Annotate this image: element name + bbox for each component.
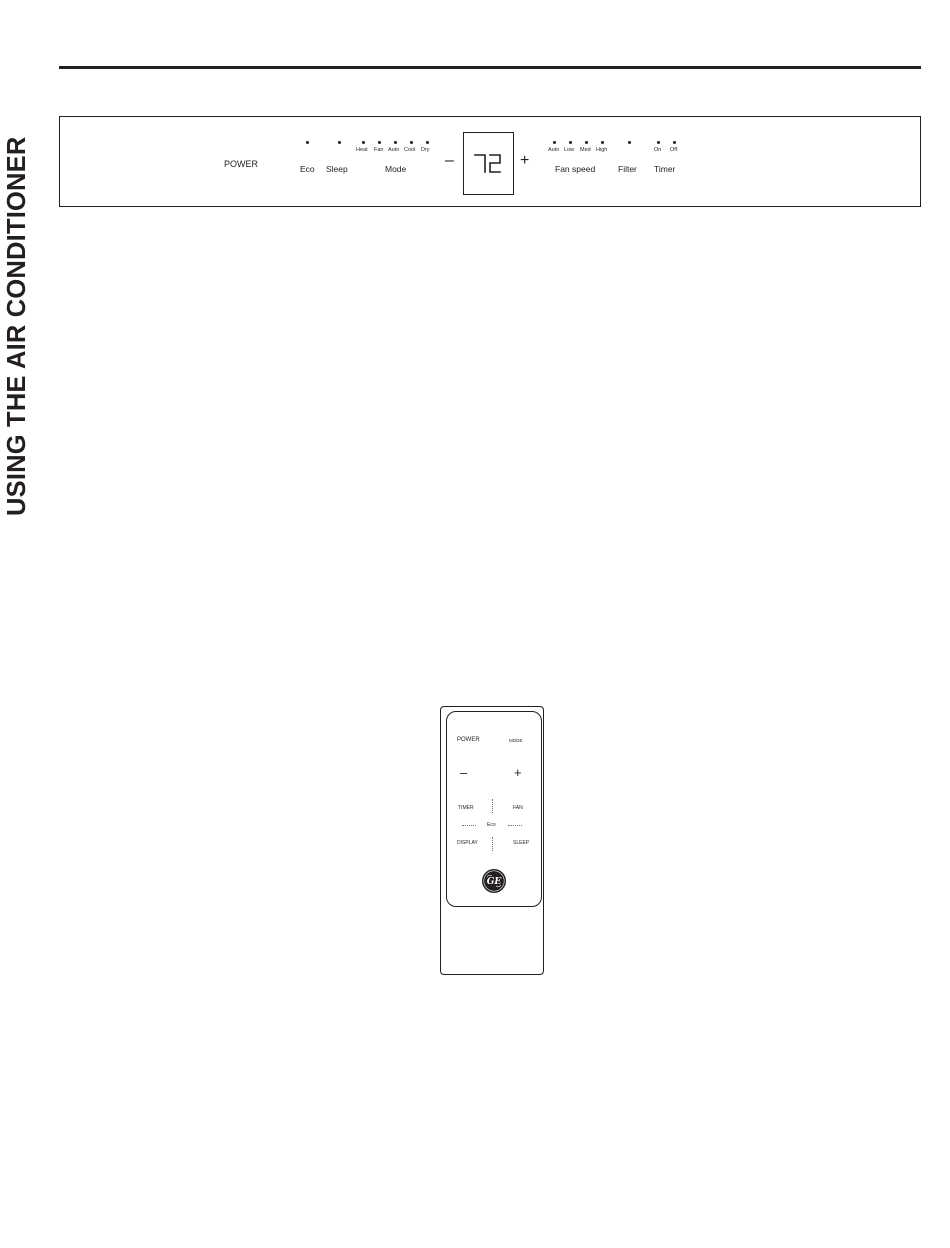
panel-filter-button[interactable]: Filter xyxy=(618,164,637,174)
fan-med-indicator xyxy=(585,141,588,144)
control-panel xyxy=(59,116,921,207)
filter-indicator xyxy=(628,141,631,144)
remote-eco-dash-left xyxy=(462,825,476,826)
remote-plus-button[interactable]: + xyxy=(514,765,522,780)
panel-fan-speed-button[interactable]: Fan speed xyxy=(555,164,596,174)
mode-heat-indicator xyxy=(362,141,365,144)
remote-minus-button[interactable]: – xyxy=(460,765,468,780)
remote-mode-button[interactable]: MODE xyxy=(509,738,523,743)
fan-high-indicator xyxy=(601,141,604,144)
mode-dry-indicator xyxy=(426,141,429,144)
remote-control xyxy=(440,706,544,975)
ge-logo-icon xyxy=(481,868,507,894)
fan-auto-indicator xyxy=(553,141,556,144)
remote-timer-button[interactable]: TIMER xyxy=(458,805,474,811)
remote-eco-button[interactable]: Eco xyxy=(487,822,496,828)
temperature-digits xyxy=(464,133,513,194)
header-rule xyxy=(59,66,921,69)
ge-logo-text: GE xyxy=(486,877,502,887)
fan-option-med: Med xyxy=(580,147,591,153)
panel-plus-button[interactable]: + xyxy=(520,152,530,169)
mode-fan-indicator xyxy=(378,141,381,144)
timer-option-on: On xyxy=(654,147,662,153)
sleep-indicator xyxy=(338,141,341,144)
panel-sleep-button[interactable]: Sleep xyxy=(326,164,348,174)
fan-option-low: Low xyxy=(564,147,575,153)
fan-option-auto: Auto xyxy=(548,147,560,153)
mode-option-cool: Cool xyxy=(404,147,416,153)
remote-display-button[interactable]: DISPLAY xyxy=(457,840,478,846)
mode-cool-indicator xyxy=(410,141,413,144)
remote-divider-bottom xyxy=(492,837,493,851)
side-section-title: USING THE AIR CONDITIONER xyxy=(3,136,31,516)
remote-sleep-button[interactable]: SLEEP xyxy=(513,840,530,846)
mode-auto-indicator xyxy=(394,141,397,144)
remote-fan-button[interactable]: FAN xyxy=(513,805,523,811)
panel-power-button[interactable]: POWER xyxy=(224,159,259,169)
mode-option-dry: Dry xyxy=(421,147,430,153)
panel-minus-button[interactable]: – xyxy=(445,152,454,169)
remote-eco-dash-right xyxy=(508,825,522,826)
temperature-display xyxy=(463,132,514,195)
fan-low-indicator xyxy=(569,141,572,144)
fan-option-high: High xyxy=(596,147,608,153)
mode-option-auto: Auto xyxy=(388,147,400,153)
remote-divider-top xyxy=(492,799,493,813)
mode-option-fan: Fan xyxy=(374,147,384,153)
panel-timer-button[interactable]: Timer xyxy=(654,164,676,174)
remote-power-button[interactable]: POWER xyxy=(457,737,480,743)
timer-off-indicator xyxy=(673,141,676,144)
eco-indicator xyxy=(306,141,309,144)
timer-option-off: Off xyxy=(670,147,678,153)
timer-on-indicator xyxy=(657,141,660,144)
panel-mode-button[interactable]: Mode xyxy=(385,164,407,174)
mode-option-heat: Heat xyxy=(356,147,368,153)
panel-eco-button[interactable]: Eco xyxy=(300,164,315,174)
remote-button-face xyxy=(446,711,542,907)
